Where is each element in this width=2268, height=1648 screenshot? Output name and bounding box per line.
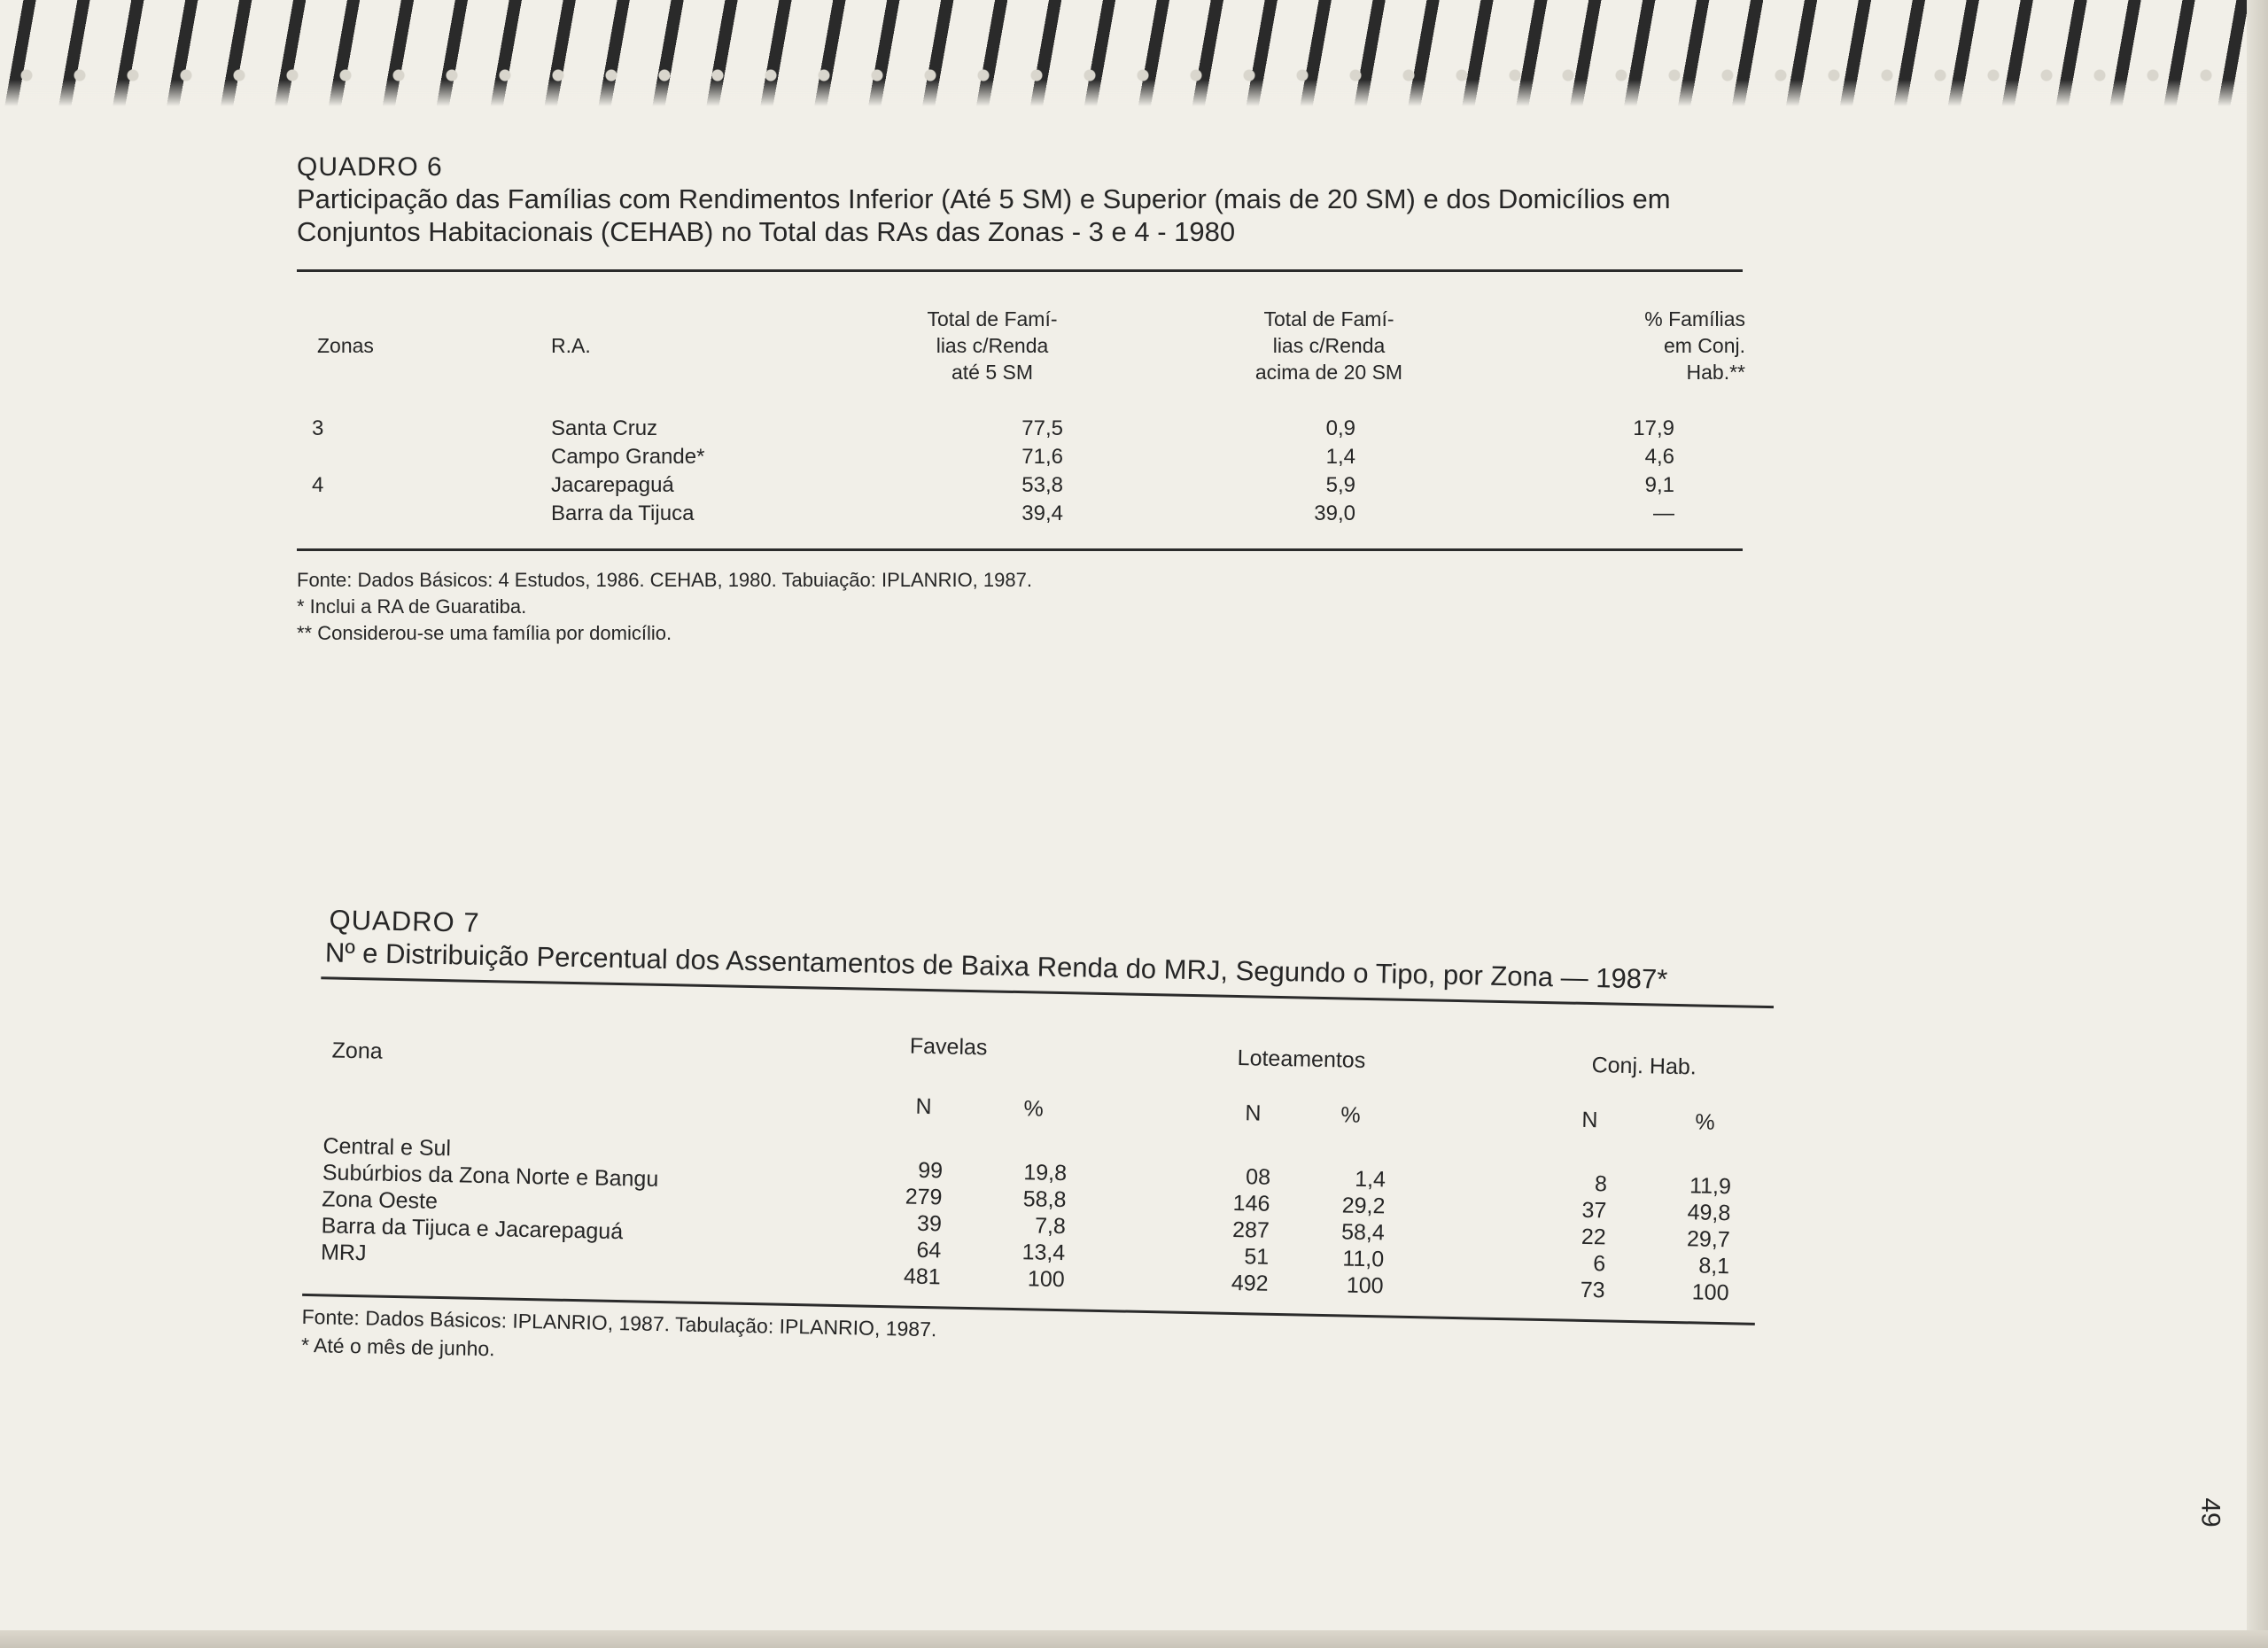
page-edge bbox=[2247, 0, 2268, 1648]
q7-conj-n-1: 8 bbox=[1594, 1171, 1608, 1197]
q7-conj-n-4: 6 bbox=[1592, 1251, 1606, 1277]
q7-zona-5: MRJ bbox=[320, 1240, 367, 1266]
q7-lot-n-5: 492 bbox=[1231, 1270, 1269, 1296]
q7-conj-pct-5: 100 bbox=[1691, 1279, 1729, 1306]
q7-lot-pct-3: 58,4 bbox=[1340, 1219, 1386, 1246]
q7-lot-pct-2: 29,2 bbox=[1341, 1193, 1386, 1219]
q7-zona-2: Subúrbios da Zona Norte e Bangu bbox=[322, 1160, 659, 1192]
header-line: lias c/Renda bbox=[1272, 334, 1386, 357]
quadro6-note1: * Inclui a RA de Guaratiba. bbox=[297, 595, 527, 618]
header-line: Total de Famí- bbox=[927, 307, 1058, 330]
quadro7-note: * Até o mês de junho. bbox=[300, 1333, 495, 1361]
q6-row3-conj: 9,1 bbox=[1644, 473, 1674, 497]
quadro6-title-line2: Conjuntos Habitacionais (CEHAB) no Total das RAs das Zonas - 3 e 4 - 1980 bbox=[297, 216, 1236, 247]
q7-lot-n-2: 146 bbox=[1232, 1190, 1270, 1217]
q7-lot-pct-4: 11,0 bbox=[1342, 1246, 1385, 1272]
q7-fav-pct-1: 19,8 bbox=[1023, 1160, 1068, 1186]
header-line: acima de 20 SM bbox=[1254, 361, 1403, 384]
quadro6-header-ra: R.A. bbox=[551, 334, 591, 357]
page-bottom-edge bbox=[0, 1630, 2268, 1648]
q6-row2-ate5: 71,6 bbox=[1021, 445, 1063, 469]
header-line: lias c/Renda bbox=[936, 334, 1049, 357]
header-line: em Conj. bbox=[1663, 334, 1745, 357]
header-line: Hab.** bbox=[1686, 361, 1745, 384]
q7-conj-n-2: 37 bbox=[1581, 1197, 1607, 1224]
q6-row2-acima20: 1,4 bbox=[1325, 445, 1355, 469]
quadro7 bbox=[300, 904, 1781, 1429]
spiral-binding bbox=[0, 0, 2268, 106]
q7-lot-pct-header: % bbox=[1340, 1102, 1361, 1128]
q7-zona-1: Central e Sul bbox=[322, 1133, 452, 1162]
q7-fav-pct-5: 100 bbox=[1027, 1266, 1065, 1293]
q6-row4-ate5: 39,4 bbox=[1021, 501, 1063, 525]
q7-lot-n-3: 287 bbox=[1231, 1217, 1270, 1243]
q7-conj-n-5: 73 bbox=[1580, 1277, 1605, 1303]
q6-row4-conj: — bbox=[1653, 501, 1674, 525]
q7-lot-n-4: 51 bbox=[1244, 1244, 1270, 1270]
q7-conj-pct-4: 8,1 bbox=[1698, 1253, 1730, 1279]
quadro6-label: QUADRO 6 bbox=[297, 152, 443, 182]
q7-fav-n-3: 39 bbox=[916, 1210, 943, 1237]
q6-row3-ate5: 53,8 bbox=[1021, 473, 1063, 497]
q7-header-conj: Conj. Hab. bbox=[1591, 1053, 1697, 1080]
quadro6-fonte: Fonte: Dados Básicos: 4 Estudos, 1986. CEHAB, 1980. Tabuiação: IPLANRIO, 1987. bbox=[297, 569, 1032, 591]
q6-row1-conj: 17,9 bbox=[1633, 416, 1674, 440]
q7-header-favelas: Favelas bbox=[909, 1033, 988, 1061]
q6-row1-ra: Santa Cruz bbox=[551, 416, 658, 440]
q6-row1-ate5: 77,5 bbox=[1021, 416, 1063, 440]
q6-row4-ra: Barra da Tijuca bbox=[551, 501, 695, 525]
quadro6-top-rule bbox=[297, 269, 1743, 272]
quadro6-title-line1: Participação das Famílias com Rendimentos Inferior (Até 5 SM) e Superior (mais de 20 SM) e dos Domicílios em bbox=[297, 183, 1671, 214]
q7-favelas-pct-header: % bbox=[1023, 1096, 1045, 1122]
quadro7-fonte: Fonte: Dados Básicos: IPLANRIO, 1987. Tabulação: IPLANRIO, 1987. bbox=[301, 1304, 937, 1341]
quadro7-title: Nº e Distribuição Percentual dos Assentamentos de Baixa Renda do MRJ, Segundo o Tipo, por Zona — 1987* bbox=[324, 937, 1668, 995]
quadro6-bottom-rule bbox=[297, 548, 1743, 551]
q6-row2-ra: Campo Grande* bbox=[551, 445, 705, 469]
binding-holes bbox=[0, 62, 2268, 89]
q7-lot-pct-5: 100 bbox=[1346, 1272, 1384, 1299]
header-line: Total de Famí- bbox=[1263, 307, 1394, 330]
q7-fav-pct-2: 58,8 bbox=[1022, 1186, 1067, 1213]
q6-row3-acima20: 5,9 bbox=[1325, 473, 1355, 497]
quadro6-title bbox=[297, 183, 1803, 248]
q7-zona-4: Barra da Tijuca e Jacarepaguá bbox=[321, 1213, 624, 1245]
q7-conj-pct-header: % bbox=[1695, 1109, 1715, 1135]
quadro6-header-ate5 bbox=[886, 306, 1099, 385]
quadro6-header-acima20 bbox=[1214, 306, 1444, 385]
q7-fav-n-1: 99 bbox=[918, 1157, 944, 1184]
q6-row1-zona: 3 bbox=[312, 416, 324, 440]
q6-row1-acima20: 0,9 bbox=[1325, 416, 1355, 440]
q6-row4-acima20: 39,0 bbox=[1314, 501, 1355, 525]
q7-conj-pct-1: 11,9 bbox=[1689, 1173, 1732, 1200]
q7-favelas-n-header: N bbox=[915, 1093, 932, 1120]
q7-fav-n-2: 279 bbox=[905, 1184, 943, 1210]
q7-fav-pct-3: 7,8 bbox=[1034, 1213, 1067, 1240]
quadro6-note2: ** Considerou-se uma família por domicílio. bbox=[297, 622, 672, 644]
q6-row3-zona: 4 bbox=[312, 473, 324, 497]
q7-conj-n-header: N bbox=[1581, 1107, 1598, 1133]
q7-conj-pct-2: 49,8 bbox=[1687, 1200, 1731, 1226]
q7-fav-n-5: 481 bbox=[903, 1263, 941, 1290]
q7-lot-n-header: N bbox=[1245, 1100, 1262, 1126]
q7-fav-pct-4: 13,4 bbox=[1021, 1240, 1066, 1266]
q7-lot-pct-1: 1,4 bbox=[1354, 1166, 1386, 1193]
q7-lot-n-1: 08 bbox=[1245, 1164, 1271, 1190]
q7-zona-3: Zona Oeste bbox=[322, 1186, 439, 1214]
q7-header-loteamentos: Loteamentos bbox=[1237, 1046, 1366, 1073]
page-number: 49 bbox=[2195, 1497, 2225, 1528]
quadro6-header-zonas: Zonas bbox=[317, 334, 374, 357]
q6-row3-ra: Jacarepaguá bbox=[551, 473, 674, 497]
q6-row2-conj: 4,6 bbox=[1644, 445, 1674, 469]
q7-fav-n-4: 64 bbox=[916, 1237, 942, 1263]
header-line: % Famílias bbox=[1644, 307, 1745, 330]
header-line: até 5 SM bbox=[951, 361, 1034, 384]
quadro6-header-conj bbox=[1568, 306, 1745, 385]
q7-conj-n-3: 22 bbox=[1581, 1224, 1607, 1250]
quadro7-label: QUADRO 7 bbox=[329, 904, 480, 938]
q7-conj-pct-3: 29,7 bbox=[1686, 1226, 1730, 1253]
q7-header-zona: Zona bbox=[331, 1038, 383, 1064]
